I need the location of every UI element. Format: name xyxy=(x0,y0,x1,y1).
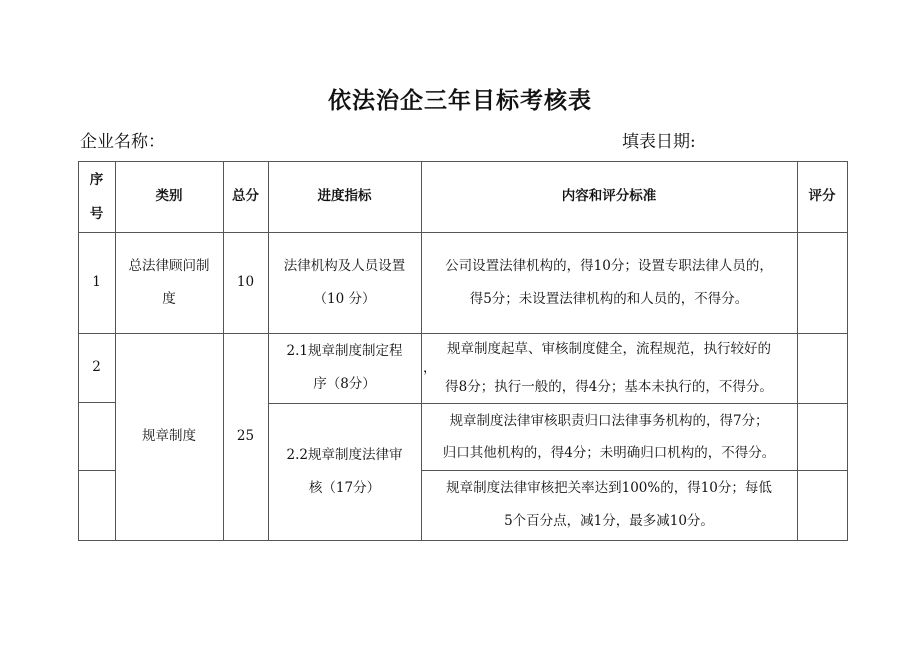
row2-criteria-2-2b-line-1: 规章制度法律审核把关率达到100%的，得10分；每低 xyxy=(446,480,772,496)
row2-progress-2-2-line-1: 2.2规章制度法律审 xyxy=(286,446,403,463)
row2-criteria-2-2b-line-2: 5个百分点，减1分，最多减10分。 xyxy=(504,513,714,529)
row2-index: 2 xyxy=(92,359,101,375)
row1-criteria-line-2: 得5分；未设置法律机构的和人员的，不得分。 xyxy=(469,290,749,307)
row1-category-line-2: 度 xyxy=(162,290,176,307)
row2-criteria-2-1-line-2: ， xyxy=(423,360,437,376)
row2-total: 25 xyxy=(236,428,255,444)
header-score: 评分 xyxy=(808,188,836,204)
row1-category-line-1: 总法律顾问制 xyxy=(128,257,210,274)
row2-criteria-2-2a-line-2: 归口其他机构的，得4分；未明确归口机构的，不得分。 xyxy=(442,444,776,461)
header-index-part-2: 号 xyxy=(89,205,104,222)
header-progress: 进度指标 xyxy=(317,188,372,204)
row1-criteria-line-1: 公司设置法律机构的，得10分；设置专职法律人员的， xyxy=(445,257,773,274)
page-title: 依法治企三年目标考核表 xyxy=(328,88,592,114)
header-total: 总分 xyxy=(232,188,259,204)
row2-progress-2-1-line-2: 序（8分） xyxy=(313,376,376,392)
row2-criteria-2-1-line-1: 规章制度起草、审核制度健全，流程规范，执行较好的 xyxy=(447,341,771,357)
header-criteria: 内容和评分标准 xyxy=(561,188,657,204)
row2-criteria-2-1 xyxy=(421,333,797,403)
row2-criteria-2-2a xyxy=(421,403,797,470)
row1-index: 1 xyxy=(92,274,101,290)
row2-criteria-2-2a-line-1: 规章制度法律审核职责归口法律事务机构的，得7分； xyxy=(449,412,769,429)
company-name-label: 企业名称： xyxy=(80,132,165,152)
header-category: 类别 xyxy=(155,188,183,204)
row2-criteria-2-2b xyxy=(421,470,797,540)
row1-progress-line-2: （10 分） xyxy=(313,290,376,307)
row2-progress-2-2 xyxy=(268,403,421,540)
row1-total: 10 xyxy=(236,274,255,290)
row2-category: 规章制度 xyxy=(142,428,196,444)
row1-progress-line-1: 法律机构及人员设置 xyxy=(283,257,406,274)
row1-criteria xyxy=(421,232,797,333)
row2-progress-2-2-line-2: 核（17分） xyxy=(308,479,381,496)
header-index xyxy=(78,161,115,232)
row1-score xyxy=(797,232,847,333)
row2-progress-2-1 xyxy=(268,333,421,403)
row1-category xyxy=(115,232,223,333)
header-index-part-1: 序 xyxy=(89,171,104,188)
row1-progress xyxy=(268,232,421,333)
fill-date-label: 填表日期: xyxy=(622,132,696,152)
row2-criteria-2-1-line-3: 得8分；执行一般的，得4分；基本未执行的，不得分。 xyxy=(445,379,773,395)
row2-progress-2-1-line-1: 2.1规章制度制定程 xyxy=(286,343,403,359)
